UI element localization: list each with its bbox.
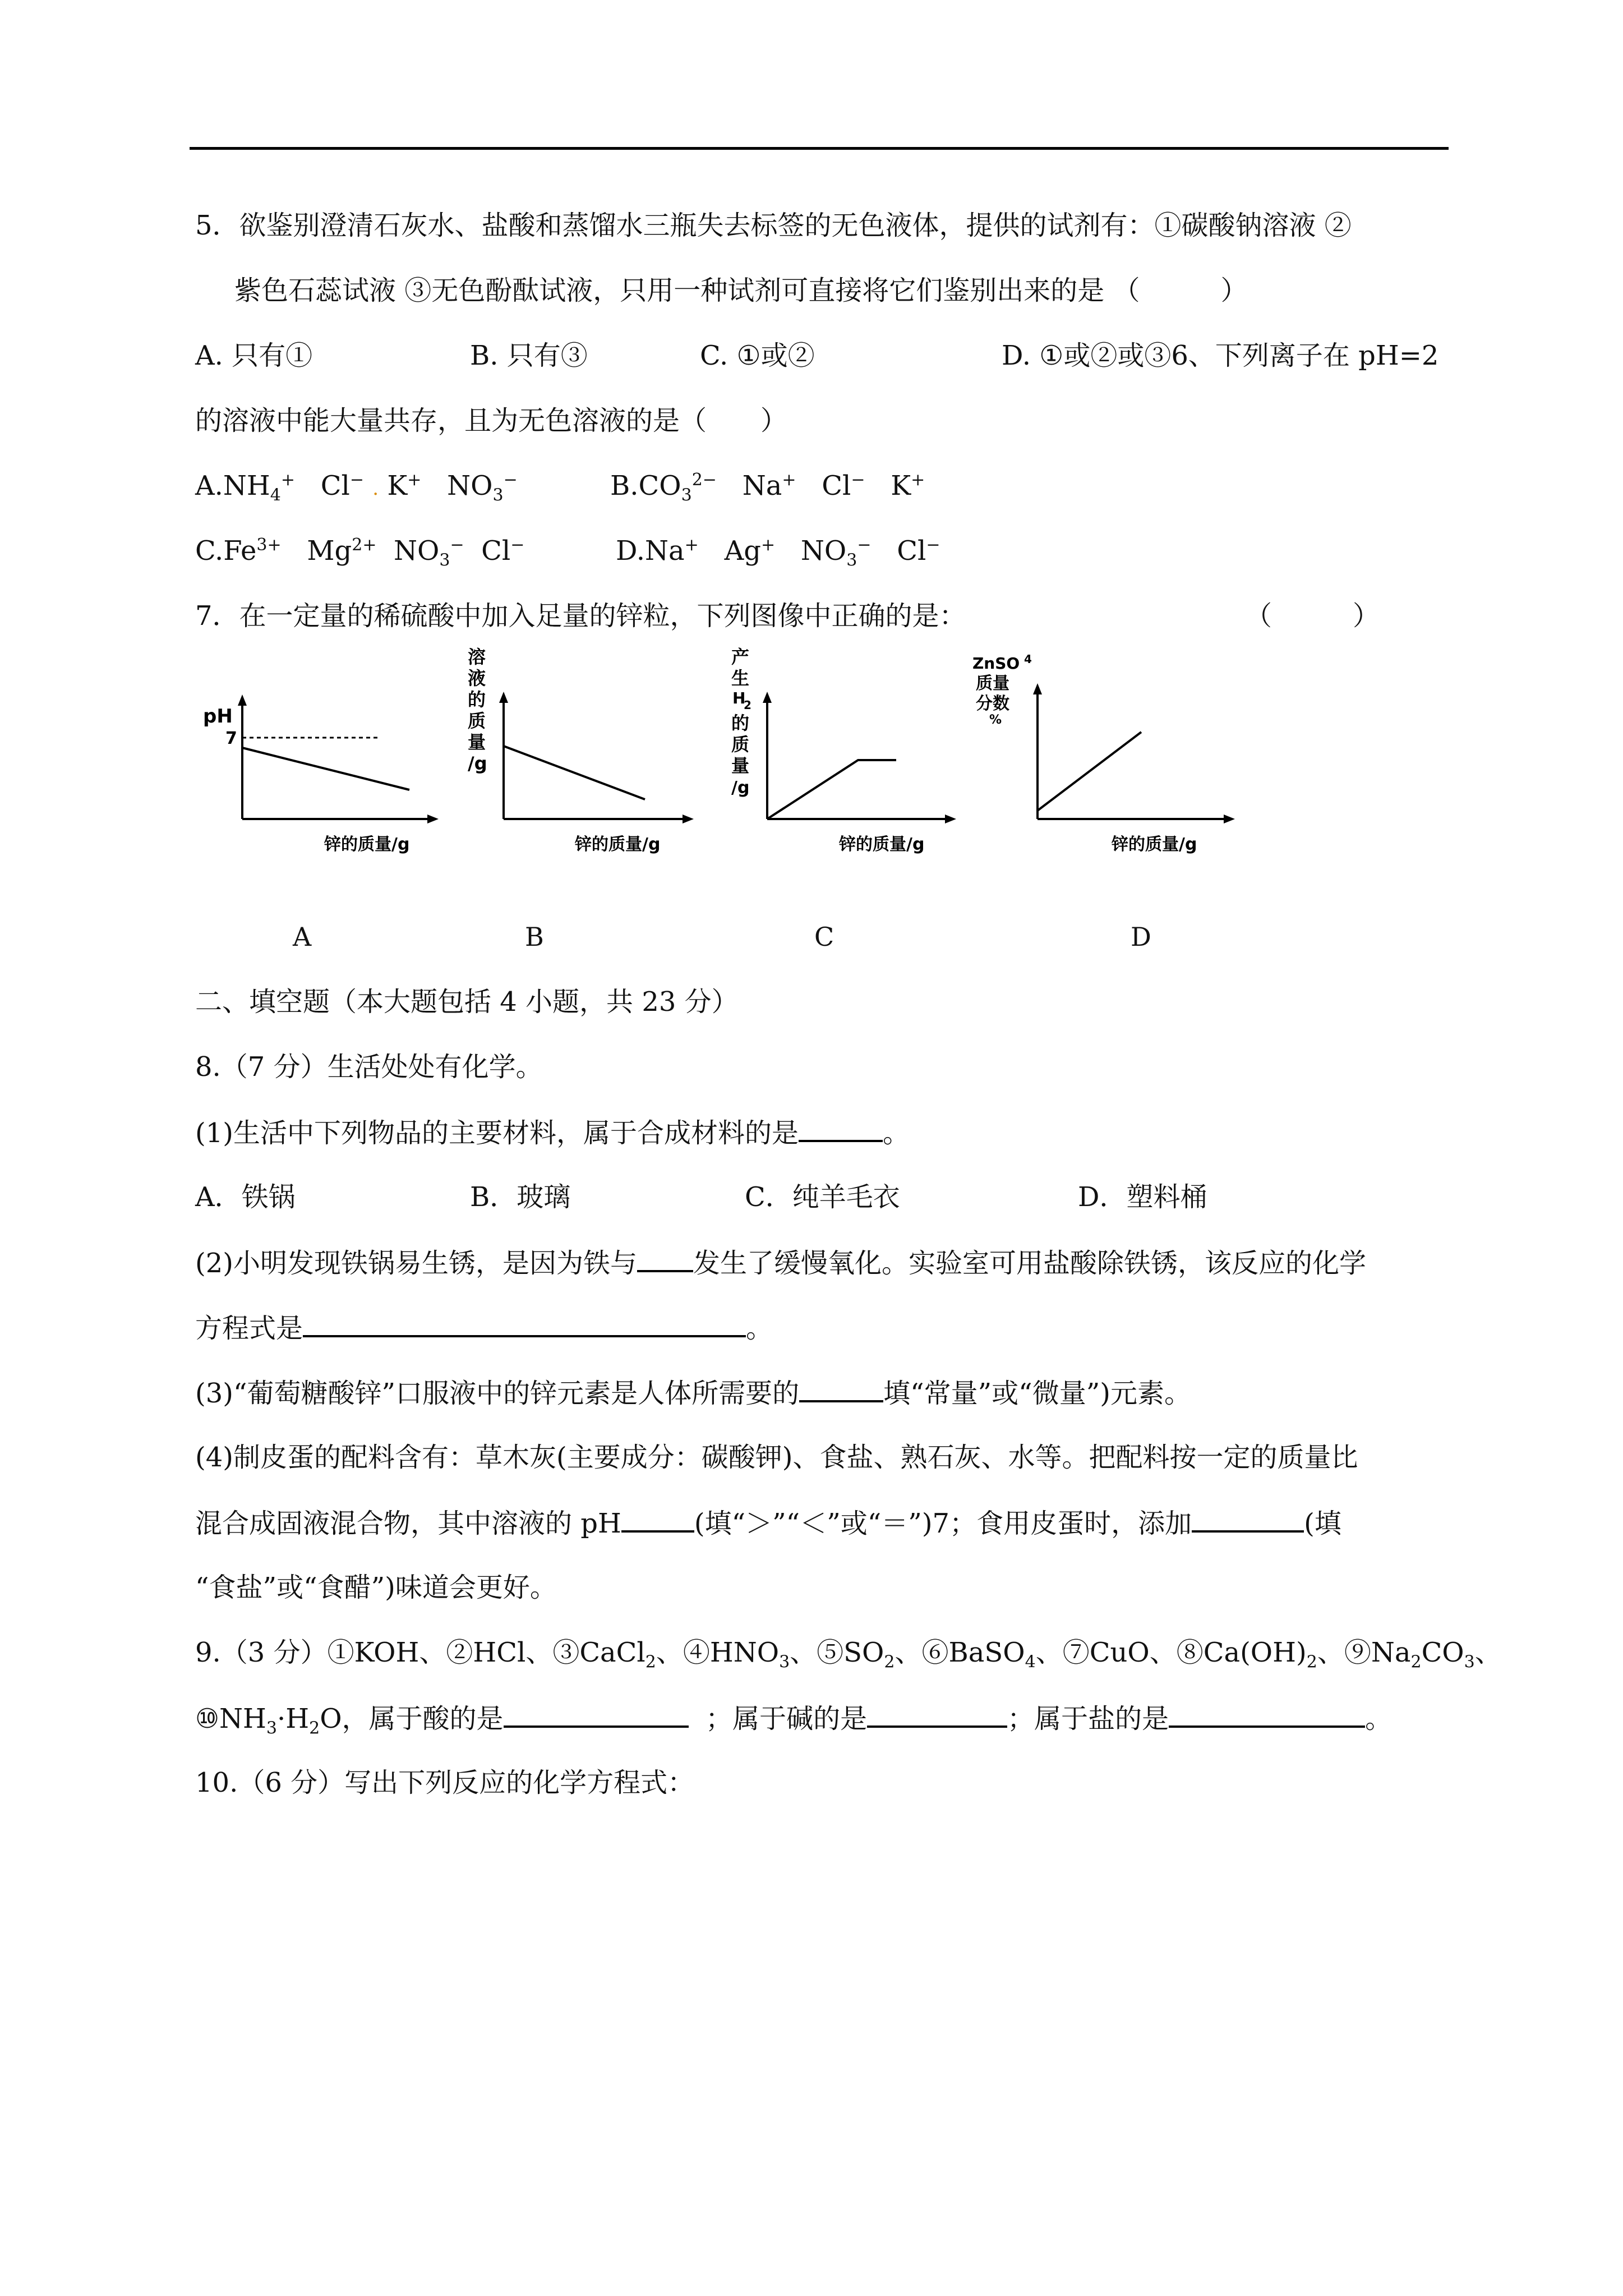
graph-d-data-line (1038, 732, 1141, 811)
graph-a-x-arrow (427, 815, 439, 823)
graph-d (965, 634, 1245, 858)
q5-options-row (0, 339, 1623, 372)
q5-option-c: C. ①或② (700, 340, 815, 371)
q5-line-1: 5．欲鉴别澄清石灰水、盐酸和蒸馏水三瓶失去标签的无色液体，提供的试剂有：①碳酸钠溶液 ② (195, 210, 1352, 241)
graph-a-y-arrow (238, 694, 247, 706)
graph-d-y-label-4: % (989, 713, 1002, 727)
graph-c-y-label-4: 的 (731, 712, 750, 734)
q9-salts-answer-blank[interactable] (1169, 1701, 1365, 1728)
graph-a (196, 690, 454, 858)
q8-p2-answer-blank[interactable] (637, 1245, 693, 1272)
graph-b-y-label-5: 量 (468, 731, 486, 753)
graph-a-caption: A (293, 922, 312, 952)
q7-answer-bracket: （ ） (1245, 600, 1380, 632)
q6-stem-line: 的溶液中能大量共存，且为无色溶液的是（ ） (195, 405, 788, 436)
graph-d-y-label-sub: 4 (1024, 652, 1032, 666)
q6-option-d: D.Na+ Ag+ $NO_3^-$ Cl− (616, 535, 940, 570)
graph-b-y-label-4: 质 (468, 710, 486, 731)
q8-options-row (0, 1180, 1623, 1214)
q8-part-4-line-3: “食盐”或“食醋”)味道会更好。 (195, 1572, 557, 1603)
graph-c-y-label-5: 质 (731, 734, 750, 755)
graph-d-y-label-3: 分数 (976, 694, 1009, 714)
q5-line-2: 紫色石蕊试液 ③无色酚酞试液，只用一种试剂可直接将它们鉴别出来的是 （ ） (234, 275, 1248, 306)
graph-b-x-arrow (683, 815, 694, 823)
graph-c-caption: C (814, 922, 834, 952)
graph-d-caption: D (1131, 922, 1151, 952)
q8-part-1: (1)生活中下列物品的主要材料，属于合成材料的是 。 (195, 1115, 910, 1149)
q6-stem-start: 6、下列离子在 pH=2 (1171, 340, 1439, 371)
graph-a-y-label: pH (203, 705, 233, 728)
q8-equation-blank[interactable] (303, 1310, 746, 1337)
graph-d-x-label: 锌的质量/g (1112, 835, 1197, 854)
q6-option-a: $A.NH_4^+$ Cl− . K+ $NO_3^-$ (195, 470, 518, 505)
q5-option-b: B. 只有③ (470, 340, 588, 371)
q7-stem: 7．在一定量的稀硫酸中加入足量的锌粒，下列图像中正确的是： (195, 600, 966, 632)
graph-c-y-label-3: H (732, 689, 746, 707)
graph-c-y-label-sub: 2 (744, 698, 751, 712)
graph-b-y-label-6: /g (468, 753, 487, 774)
q8-p3-answer-blank[interactable] (799, 1375, 883, 1402)
graph-c-x-label: 锌的质量/g (839, 835, 925, 854)
q6-options-row-2 (0, 534, 1623, 568)
q6-options-row-1 (0, 469, 1623, 503)
graph-c-y-label-6: 量 (731, 755, 750, 776)
q8-part-4-line-1: (4)制皮蛋的配料含有：草木灰(主要成分：碳酸钾)、食盐、熟石灰、水等。把配料按一定的质量比 (195, 1442, 1358, 1473)
graph-d-y-label-2: 质量 (976, 674, 1009, 693)
graph-a-tick-7: 7 (225, 729, 237, 748)
graph-a-data-line (242, 748, 409, 790)
stray-dot-mark: . (372, 477, 379, 500)
q8-stem: 8.（7 分）生活处处有化学。 (195, 1051, 543, 1083)
q8-option-c: C．纯羊毛衣 (745, 1181, 900, 1213)
graph-b-y-label-3: 的 (468, 689, 486, 710)
q5-option-a: A. 只有① (195, 340, 313, 371)
graph-b-y-label-1: 溶 (468, 646, 486, 668)
q10-stem: 10.（6 分）写出下列反应的化学方程式： (195, 1767, 695, 1798)
graph-a-x-label: 锌的质量/g (324, 835, 410, 854)
q8-seasoning-answer-blank[interactable] (1192, 1506, 1304, 1533)
graph-c-y-label-2: 生 (731, 668, 750, 689)
q9-acids-answer-blank[interactable] (504, 1701, 689, 1728)
graph-c-x-arrow (945, 815, 956, 823)
graph-d-x-arrow (1224, 815, 1235, 823)
q9-line-2: $⑩NH_3\cdot H_2O$，属于酸的是 ；属于碱的是 ；属于盐的是 。 (195, 1701, 1392, 1734)
q6-option-b: $B.CO_3^{2-}$ Na+ Cl− K+ (610, 470, 925, 505)
graph-b-y-arrow (499, 692, 508, 703)
graph-c (722, 634, 969, 858)
graph-b-caption: B (525, 922, 544, 952)
q8-part-2-line-1: (2)小明发现铁锅易生锈，是因为铁与 发生了缓慢氧化。实验室可用盐酸除铁锈，该反应的化学 (195, 1245, 1366, 1279)
graph-b-x-label: 锌的质量/g (575, 835, 661, 854)
q9-line-1: 9.（3 分）①KOH、②HCl、③CaCl$_2$、$④HNO_3$、$⑤SO_2$、⑥BaSO$_4$、⑦CuO、$⑧Ca(OH)_2$、$⑨Na_2CO_3$、 (195, 1637, 1502, 1672)
q8-part-2-line-2: 方程式是 。 (195, 1310, 773, 1344)
graph-b (460, 639, 707, 858)
graph-b-y-label-2: 液 (468, 668, 486, 689)
header-rule (190, 147, 1449, 150)
graph-b-data-line (504, 746, 645, 799)
q5-option-d: D. ①或②或③6、下列离子在 pH=2 (1002, 340, 1439, 371)
q8-option-b: B．玻璃 (470, 1181, 571, 1213)
q8-part-3: (3)“葡萄糖酸锌”口服液中的锌元素是人体所需要的 填“常量”或“微量”)元素。 (195, 1375, 1191, 1409)
q8-part-4-line-2: 混合成固液混合物，其中溶液的 pH (填“＞”“＜”或“＝”)7；食用皮蛋时，添加 (填 (195, 1506, 1341, 1539)
q9-bases-answer-blank[interactable] (867, 1701, 1007, 1728)
graph-c-y-label-1: 产 (731, 646, 750, 668)
q8-p1-answer-blank[interactable] (799, 1115, 883, 1142)
graph-d-y-label-1: ZnSO (972, 654, 1020, 673)
graph-c-y-arrow (763, 692, 772, 703)
q8-option-a: A．铁锅 (195, 1181, 296, 1213)
q8-option-d: D．塑料桶 (1078, 1181, 1207, 1213)
q8-ph-answer-blank[interactable] (621, 1506, 694, 1533)
graph-c-y-label-7: /g (731, 778, 750, 798)
section-2-heading: 二、填空题（本大题包括 4 小题，共 23 分） (195, 986, 739, 1018)
q6-option-c: $C.Fe^{3+}$ $Mg^{2+}$ $NO_3^-$ Cl− (195, 535, 525, 570)
graph-d-y-arrow (1033, 683, 1042, 694)
graph-c-data-line (767, 760, 896, 819)
